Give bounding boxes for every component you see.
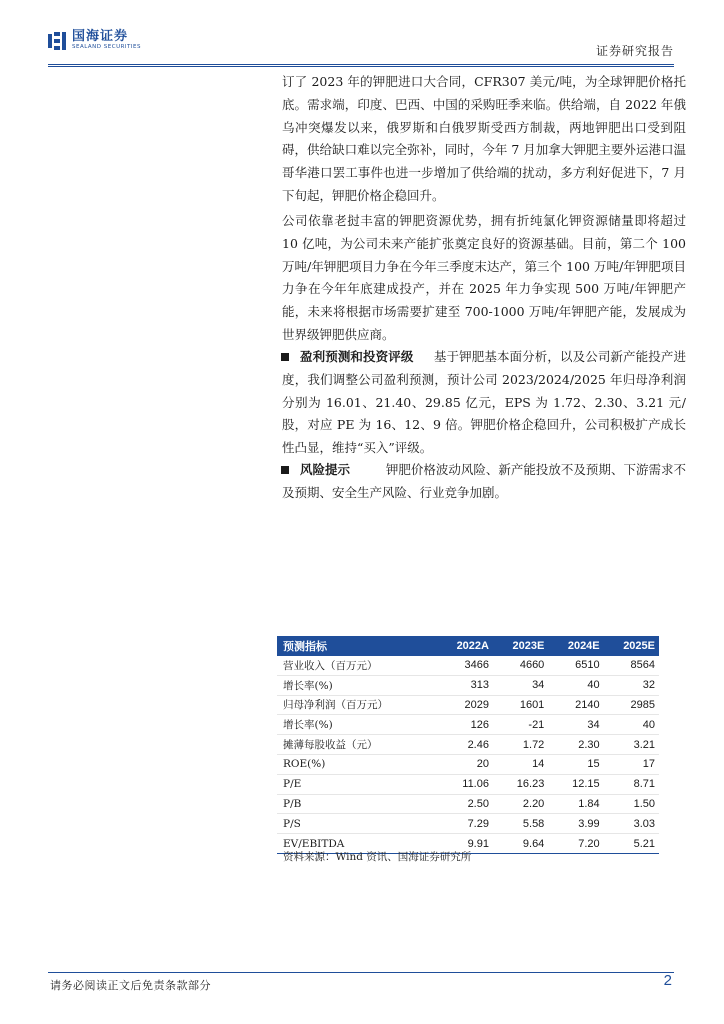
column-header: 2024E — [567, 640, 600, 652]
value-cell: 12.15 — [548, 774, 603, 794]
forecast-table — [277, 636, 659, 854]
value-cell: 7.29 — [437, 814, 493, 834]
value-cell: 20 — [437, 754, 493, 774]
value-cell: 2985 — [604, 695, 659, 715]
company-logo — [48, 30, 141, 51]
bullet-square-icon — [281, 353, 289, 361]
table-row — [277, 754, 659, 774]
disclaimer-note: 请务必阅读正文后免责条款部分 — [50, 979, 211, 992]
column-header: 预测指标 — [283, 640, 327, 653]
bullet-square-icon — [281, 466, 289, 474]
value-cell: 2.46 — [437, 735, 493, 755]
value-cell: -21 — [493, 715, 548, 735]
report-type-label: 证券研究报告 — [595, 44, 674, 58]
logo-english-text: SEALAND SECURITIES — [72, 44, 142, 50]
row-label-cell: P/S — [277, 814, 437, 834]
table-row — [277, 656, 659, 675]
value-cell: 2.50 — [437, 794, 493, 814]
value-cell: 3.21 — [604, 735, 659, 755]
value-cell: 34 — [493, 675, 548, 695]
value-cell: 1.50 — [604, 794, 659, 814]
value-cell: 11.06 — [437, 774, 493, 794]
value-cell: 126 — [437, 715, 493, 735]
value-cell: 1.72 — [493, 735, 548, 755]
value-cell: 9.64 — [493, 834, 548, 854]
value-cell: 2140 — [548, 695, 603, 715]
column-header: 2022A — [456, 640, 489, 652]
value-cell: 9.91 — [437, 834, 493, 854]
value-cell: 2029 — [437, 695, 493, 715]
value-cell: 16.23 — [493, 774, 548, 794]
value-cell: 34 — [548, 715, 603, 735]
value-cell: 5.21 — [604, 834, 659, 854]
value-cell: 8.71 — [604, 774, 659, 794]
value-cell: 6510 — [548, 656, 603, 675]
logo-icon — [48, 32, 68, 50]
value-cell: 14 — [493, 754, 548, 774]
table-row — [277, 774, 659, 794]
bullet-risk-warning — [282, 459, 686, 505]
page-header — [48, 30, 674, 62]
row-label-cell: P/B — [277, 794, 437, 814]
value-cell: 3.99 — [548, 814, 603, 834]
bullet-earnings-forecast — [282, 346, 686, 460]
value-cell: 17 — [604, 754, 659, 774]
bullet-text: 基于钾肥基本面分析，以及公司新产能投产进度，我们调整公司盈利预测，预计公司 2023/2024/2025 年归母净利润分别为 16.01、21.40、29.85 亿元，EPS 为 1.72、2.30、3.21 元/股，对应 PE 为 16、12、9 倍。钾肥价格企稳回升，公司积极扩产成长性凸显，维持“买入”评级。 — [282, 349, 686, 456]
body-paragraph-1: 订了 2023 年的钾肥进口大合同，CFR307 美元/吨，为全球钾肥价格托底。需求端，印度、巴西、中国的采购旺季来临。供给端，自 2022 年俄乌冲突爆发以来，俄罗斯和白俄罗斯受西方制裁，两地钾肥出口受到阻碍，供给缺口难以完全弥补，同时，今年 7 月加拿大钾肥主要外运港口温哥华港口罢工事件也进一步增加了供给端的扰动，多方利好促进下，7 月下旬起，钾肥价格企稳回升。 — [282, 74, 686, 203]
value-cell: 2.20 — [493, 794, 548, 814]
logo-chinese-text: 国海证券 — [72, 29, 129, 44]
table-row — [277, 735, 659, 755]
row-label-cell: 归母净利润（百万元） — [277, 695, 437, 715]
table-row — [277, 794, 659, 814]
value-cell: 3.03 — [604, 814, 659, 834]
row-label-cell: EV/EBITDA — [277, 834, 437, 854]
value-cell: 5.58 — [493, 814, 548, 834]
page-number: 2 — [663, 972, 672, 989]
column-header: 2023E — [512, 640, 545, 652]
bullet-title: 风险提示 — [300, 462, 351, 477]
header-divider — [48, 64, 674, 65]
row-label-cell: 增长率(%) — [277, 715, 437, 735]
bullet-text: 钾肥价格波动风险、新产能投放不及预期、下游需求不及预期、安全生产风险、行业竞争加剧。 — [282, 462, 686, 500]
value-cell: 8564 — [604, 656, 659, 675]
table-row — [277, 715, 659, 735]
row-label-cell: ROE(%) — [277, 754, 437, 774]
value-cell: 313 — [437, 675, 493, 695]
bullet-title: 盈利预测和投资评级 — [300, 349, 414, 364]
value-cell: 32 — [604, 675, 659, 695]
value-cell: 7.20 — [548, 834, 603, 854]
row-label-cell: P/E — [277, 774, 437, 794]
value-cell: 4660 — [493, 656, 548, 675]
table-row — [277, 675, 659, 695]
table-header-row — [277, 636, 659, 656]
value-cell: 2.30 — [548, 735, 603, 755]
value-cell: 1.84 — [548, 794, 603, 814]
row-label-cell: 摊薄每股收益（元） — [277, 735, 437, 755]
row-label-cell: 增长率(%) — [277, 675, 437, 695]
value-cell: 40 — [604, 715, 659, 735]
value-cell: 15 — [548, 754, 603, 774]
table-row — [277, 695, 659, 715]
row-label-cell: 营业收入（百万元） — [277, 656, 437, 675]
table-row — [277, 814, 659, 834]
value-cell: 40 — [548, 675, 603, 695]
body-paragraph-2: 公司依靠老挝丰富的钾肥资源优势，拥有折纯氯化钾资源储量即将超过 10 亿吨，为公司未来产能扩张奠定良好的资源基础。目前，第二个 100 万吨/年钾肥项目力争在今年三季度末达产，第三个 100 万吨/年钾肥项目力争在今年年底建成投产，并在 2025 年力争实现 500 万吨/年钾肥产能，未来将根据市场需要扩建至 700-1000 万吨/年钾肥产能，发展成为世界级钾肥供应商。 — [282, 213, 686, 342]
value-cell: 1601 — [493, 695, 548, 715]
footer-divider — [48, 972, 674, 973]
value-cell: 3466 — [437, 656, 493, 675]
header-divider-secondary — [48, 66, 674, 67]
column-header: 2025E — [623, 640, 655, 652]
table-source-note: 资料来源：Wind 资讯、国海证券研究所 — [283, 851, 472, 863]
